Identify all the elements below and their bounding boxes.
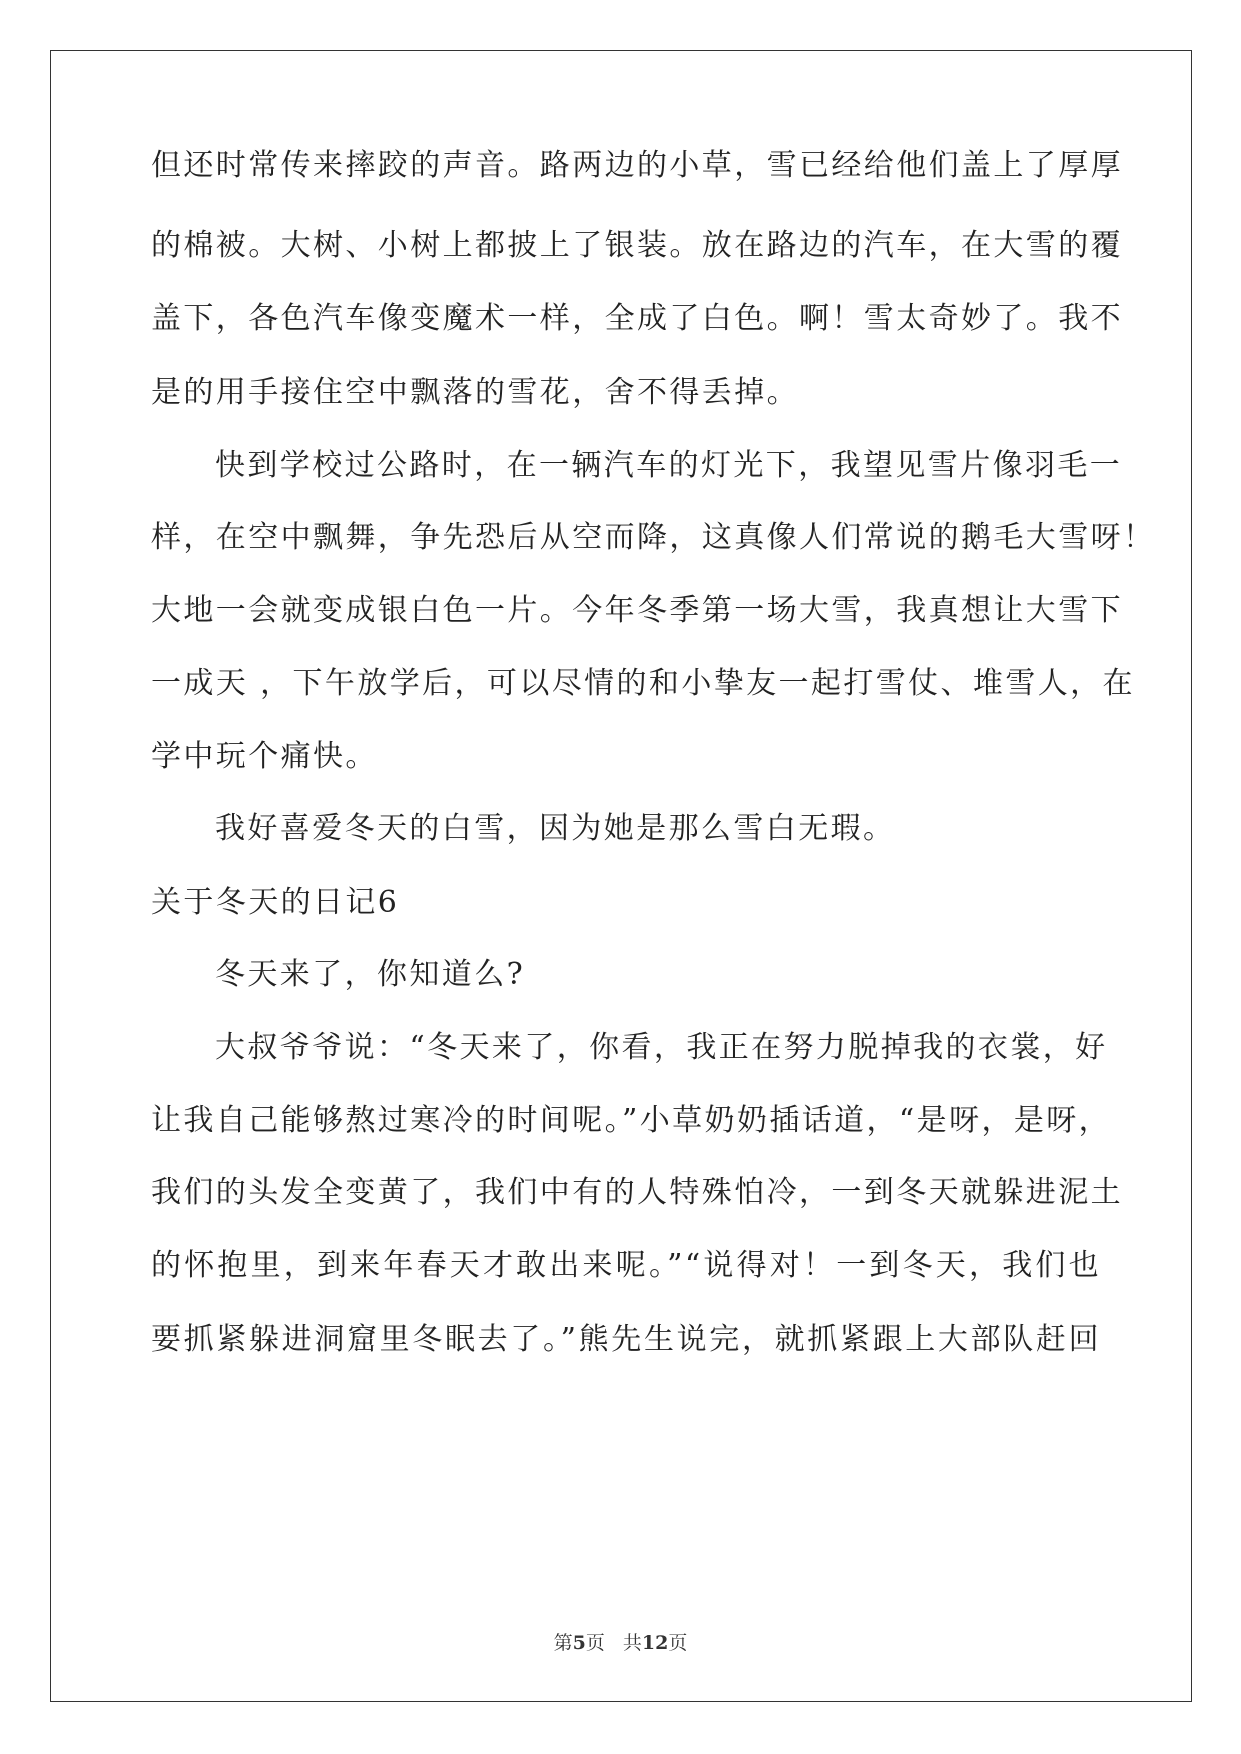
paragraph-first-line: 冬天来了，你知道么?: [215, 957, 526, 992]
page-footer: [0, 1631, 1241, 1655]
paragraph-first-line: 大叔爷爷说：“冬天来了，你看，我正在努力脱掉我的衣裳，好: [215, 1030, 1108, 1065]
total-suffix: 页: [668, 1632, 688, 1654]
page-frame: [50, 50, 1192, 1702]
text-line: 大地一会就变成银白色一片。今年冬季第一场大雪，我真想让大雪下: [151, 593, 1123, 628]
text-line: 是的用手接住空中飘落的雪花，舍不得丢掉。: [151, 375, 799, 410]
text-line: 要抓紧躲进洞窟里冬眠去了。”熊先生说完，就抓紧跟上大部队赶回: [151, 1322, 1101, 1357]
text-line: 一成天 ，下午放学后，可以尽情的和小挚友一起打雪仗、堆雪人，在: [151, 666, 1135, 701]
paragraph-first-line: 快到学校过公路时，在一辆汽车的灯光下，我望见雪片像羽毛一: [215, 448, 1123, 483]
text-line: 我们的头发全变黄了，我们中有的人特殊怕冷，一到冬天就躲进泥土: [151, 1175, 1123, 1210]
text-line: 学中玩个痛快。: [151, 739, 378, 774]
text-line: 让我自己能够熬过寒冷的时间呢。”小草奶奶插话道，“是呀，是呀，: [151, 1103, 1112, 1138]
section-heading: 关于冬天的日记6: [151, 885, 400, 920]
total-pages: 12: [641, 1632, 669, 1654]
page-number: 5: [572, 1632, 586, 1654]
text-line: 的棉被。大树、小树上都披上了银装。放在路边的汽车，在大雪的覆: [151, 228, 1123, 263]
total-prefix: 共: [622, 1632, 642, 1654]
paragraph-first-line: 我好喜爱冬天的白雪，因为她是那么雪白无瑕。: [215, 811, 896, 846]
text-line: 但还时常传来摔跤的声音。路两边的小草，雪已经给他们盖上了厚厚: [151, 148, 1123, 183]
page-suffix: 页: [585, 1632, 605, 1654]
page-prefix: 第: [553, 1632, 573, 1654]
text-line: 盖下，各色汽车像变魔术一样，全成了白色。啊！雪太奇妙了。我不: [151, 301, 1123, 336]
text-line: 样，在空中飘舞，争先恐后从空而降，这真像人们常说的鹅毛大雪呀！: [151, 520, 1156, 555]
text-line: 的怀抱里，到来年春天才敢出来呢。”“说得对！一到冬天，我们也: [151, 1248, 1101, 1283]
